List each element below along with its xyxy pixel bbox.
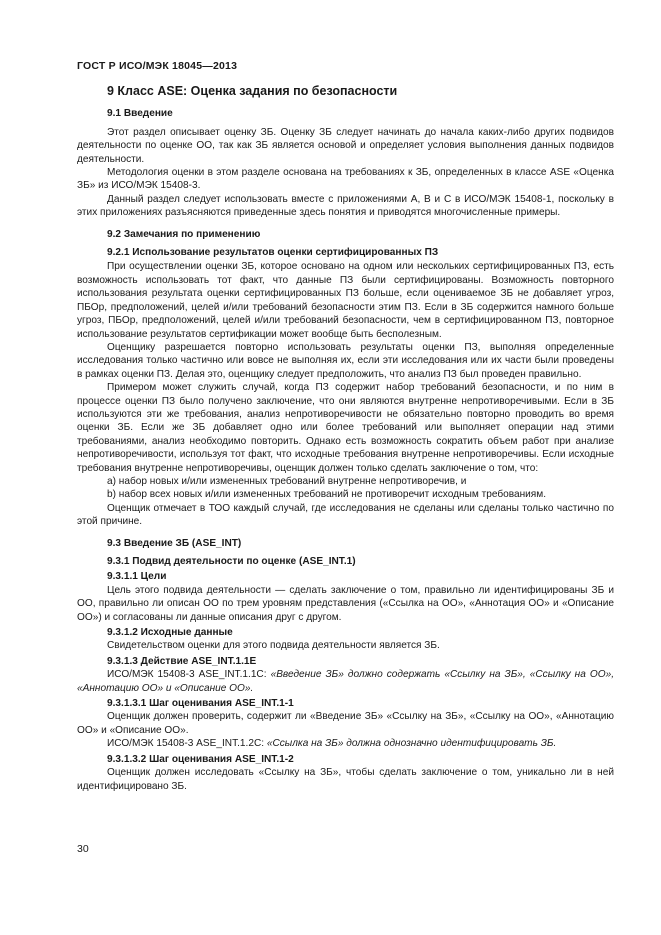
requirement-text: «Введение ЗБ» должно содержать «Ссылку на ЗБ», «Ссылку на ОО», «Аннотацию ОО» и «Описание ОО». <box>77 669 615 694</box>
list-item-a: a) набор новых и/или измененных требований внутренне непротиворечив, и <box>107 475 467 487</box>
section-9-3-heading: 9.3 Введение ЗБ (ASE_INT) <box>107 537 242 549</box>
list-item-b: b) набор всех новых и/или измененных требований не противоречит исходным требованиям. <box>107 489 546 501</box>
paragraph: Данный раздел следует использовать вместе с приложениями А, В и С в ИСО/МЭК 15408-1, поскольку в этих приложениях разъясняются приведенные здесь понятия и приводятся многочисленные примеры. <box>77 193 614 219</box>
paragraph: Цель этого подвида деятельности — сделать заключение о том, правильно ли идентифицированы ЗБ и ОО, правильно ли описан ОО по трем уровням представления («Ссылка на ОО», «Аннотация ОО» и «Описание ОО») и согласованы ли данные описания друг с другом. <box>77 584 614 623</box>
standard-reference: ИСО/МЭК 15408-3 ASE_INT.1.1С: <box>107 669 271 681</box>
paragraph: При осуществлении оценки ЗБ, которое основано на одном или нескольких сертифицированных ПЗ, есть возможность использовать тот факт, что данные ПЗ были сертифицированы. Возможность повторного использования результата оценки сертифицированных ПЗ больше, если оцениваемое ЗБ не добавляет угроз, ПБОр, предположений, целей и/или требований безопасности этим ПЗ. Если в ЗБ содержится намного больше угроз, ПБОр, предположений, целей и/или требований безопасности, чем в сертифицированном ПЗ, повторное использование результатов сертификации может вообще быть бесполезным. <box>77 261 614 340</box>
paragraph: Этот раздел описывает оценку ЗБ. Оценку ЗБ следует начинать до начала каких-либо других подвидов деятельности по оценке ОО, так как ЗБ является основой и определяет условия выполнения данных подвидов деятельности. <box>77 126 614 165</box>
paragraph: Методология оценки в этом разделе основана на требованиях к ЗБ, определенных в классе ASE «Оценка ЗБ» из ИСО/МЭК 15408-3. <box>77 167 614 192</box>
section-9-1-heading: 9.1 Введение <box>107 108 173 120</box>
section-9-2-1-heading: 9.2.1 Использование результатов оценки сертифицированных ПЗ <box>107 247 439 259</box>
page-number: 30 <box>77 843 89 855</box>
section-9-3-1-3-1-heading: 9.3.1.3.1 Шаг оценивания ASE_INT.1-1 <box>107 698 294 710</box>
paragraph: Оценщику разрешается повторно использовать результаты оценки ПЗ, выполняя определенные исследования только частично или вовсе не выполняя их, если эти исследования или их части были проведены в рамках оценки ПЗ. Делая это, оценщику следует предположить, что анализ ПЗ был проведен правильно. <box>77 341 614 380</box>
section-9-3-1-2-heading: 9.3.1.2 Исходные данные <box>107 627 233 639</box>
paragraph: Свидетельством оценки для этого подвида деятельности является ЗБ. <box>107 640 440 652</box>
paragraph <box>77 737 614 750</box>
running-header: ГОСТ Р ИСО/МЭК 18045—2013 <box>77 60 238 72</box>
section-9-heading: 9 Класс ASE: Оценка задания по безопасности <box>107 84 398 98</box>
paragraph: Примером может служить случай, когда ПЗ содержит набор требований безопасности, и по ним в процессе оценки ПЗ было получено заключение, что они являются внутренне непротиворечивыми. Если в ЗБ используются эти же требования, анализ непротиворечивости не обязательно повторно проводить во время оценки ЗБ. Если же ЗБ добавляет одно или более требований или выполняет операции над этими требованиями, анализ необходимо повторить. Однако есть возможность сократить объем работ при анализе непротиворечивости, используя тот факт, что исходные требования внутренне непротиворечивы. Если исходные требования внутренне непротиворечивы, оценщик должен только сделать заключение о том, что: <box>77 382 614 474</box>
requirement-text: «Ссылка на ЗБ» должна однозначно идентифицировать ЗБ. <box>266 738 557 750</box>
paragraph: Оценщик должен проверить, содержит ли «Введение ЗБ» «Ссылку на ЗБ», «Ссылку на ОО», «Аннотацию ОО» и «Описание ОО». <box>77 711 614 736</box>
section-9-3-1-3-heading: 9.3.1.3 Действие ASE_INT.1.1E <box>107 655 257 667</box>
section-9-3-1-heading: 9.3.1 Подвид деятельности по оценке (ASE_INT.1) <box>107 556 356 567</box>
section-9-3-1-1-heading: 9.3.1.1 Цели <box>107 571 167 583</box>
section-9-2-heading: 9.2 Замечания по применению <box>107 228 261 240</box>
paragraph: Оценщик отмечает в ТОО каждый случай, где исследования не сделаны или сделаны только частично по этой причине. <box>77 502 614 528</box>
document-body <box>77 85 614 793</box>
standard-reference: ИСО/МЭК 15408-3 ASE_INT.1.2С: <box>107 738 267 750</box>
paragraph: Оценщик должен исследовать «Ссылку на ЗБ», чтобы сделать заключение о том, уникально ли в ней идентифицировано ЗБ. <box>77 767 614 792</box>
section-9-3-1-3-2-heading: 9.3.1.3.2 Шаг оценивания ASE_INT.1-2 <box>107 753 294 765</box>
paragraph <box>77 668 614 695</box>
